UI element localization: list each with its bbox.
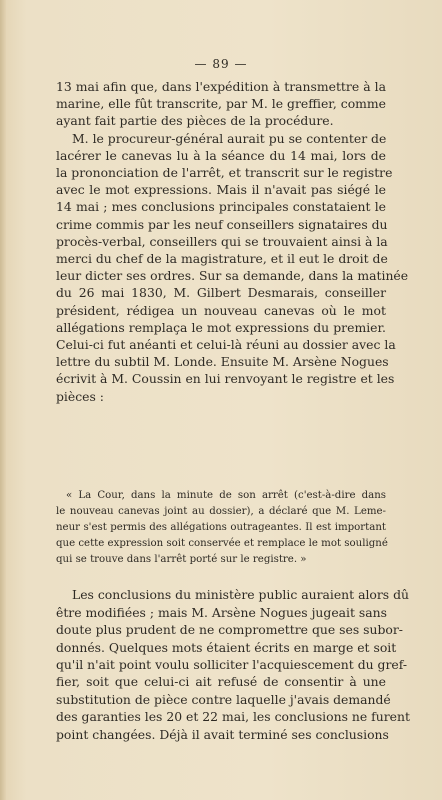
text-line: donnés. Quelques mots étaient écrits en marge et soit bbox=[56, 639, 397, 655]
page-number: — 89 — bbox=[194, 57, 248, 71]
text-line: M. le procureur-général aurait pu se contenter de bbox=[72, 130, 387, 146]
quote-line: que cette expression soit conservée et remplace le mot souligné bbox=[56, 538, 388, 549]
text-line: procès-verbal, conseillers qui se trouvaient ainsi à la bbox=[56, 233, 388, 249]
paragraph-3 bbox=[56, 586, 410, 743]
text-line: marine, elle fût transcrite, par M. le greffier, comme bbox=[56, 96, 386, 112]
text-line: avec le mot expressions. Mais il n'avait pas siégé le bbox=[56, 182, 386, 198]
text-line: écrivit à M. Coussin en lui renvoyant le registre et les bbox=[56, 371, 395, 387]
text-line: fier, soit que celui-ci ait refusé de consentir à une bbox=[56, 674, 386, 690]
text-line: pièces : bbox=[56, 388, 104, 404]
text-line: lettre du subtil M. Londe. Ensuite M. Arsène Nogues bbox=[56, 354, 389, 370]
text-line: Les conclusions du ministère public auraient alors dû bbox=[72, 587, 410, 603]
paragraph-2 bbox=[56, 130, 409, 405]
text-line: ayant fait partie des pièces de la procédure. bbox=[56, 113, 334, 129]
quote-line: qui se trouve dans l'arrêt porté sur le registre. » bbox=[56, 554, 307, 565]
text-line: être modifiées ; mais M. Arsène Nogues jugeait sans bbox=[56, 604, 388, 620]
main-text-lower bbox=[56, 574, 410, 755]
quoted-letter bbox=[56, 488, 386, 568]
text-line: crime commis par les neuf conseillers signataires du bbox=[56, 216, 388, 232]
text-line: 14 mai ; mes conclusions principales constataient le bbox=[56, 199, 386, 215]
text-line: leur dicter ses ordres. Sur sa demande, dans la matinée bbox=[56, 268, 409, 284]
text-line: du 26 mai 1830, M. Gilbert Desmarais, conseiller bbox=[56, 285, 386, 301]
text-line: des garanties les 20 et 22 mai, les conclusions ne furent bbox=[56, 709, 410, 725]
text-line: doute plus prudent de ne compromettre que ses subor- bbox=[56, 622, 403, 638]
text-line: point changées. Déjà il avait terminé ses conclusions bbox=[56, 726, 389, 742]
text-line: 13 mai afin que, dans l'expédition à transmettre à la bbox=[56, 79, 386, 94]
text-line: Celui-ci fut anéanti et celui-là réuni au dossier avec la bbox=[56, 337, 396, 353]
text-line: merci du chef de la magistrature, et il eut le droit de bbox=[56, 251, 388, 267]
text-line: la prononciation de l'arrêt, et transcrit sur le registre bbox=[56, 165, 393, 181]
quote-line: le nouveau canevas joint au dossier), a déclaré que M. Leme- bbox=[56, 506, 386, 517]
text-line: qu'il n'ait point voulu solliciter l'acquiescement du gref- bbox=[56, 657, 408, 673]
text-line: substitution de pièce contre laquelle j'avais demandé bbox=[56, 691, 391, 707]
text-line: lacérer le canevas lu à la séance du 14 mai, lors de bbox=[56, 147, 386, 163]
quote-line: neur s'est permis des allégations outrageantes. Il est important bbox=[56, 522, 386, 533]
quote-line: « La Cour, dans la minute de son arrêt (c'est-à-dire dans bbox=[66, 490, 386, 501]
text-line: président, rédigea un nouveau canevas où le mot bbox=[56, 302, 386, 318]
main-text-upper bbox=[56, 78, 409, 405]
paragraph-1 bbox=[56, 78, 386, 130]
page-spine-shadow bbox=[0, 0, 6, 800]
text-line: allégations remplaça le mot expressions du premier. bbox=[56, 319, 386, 335]
